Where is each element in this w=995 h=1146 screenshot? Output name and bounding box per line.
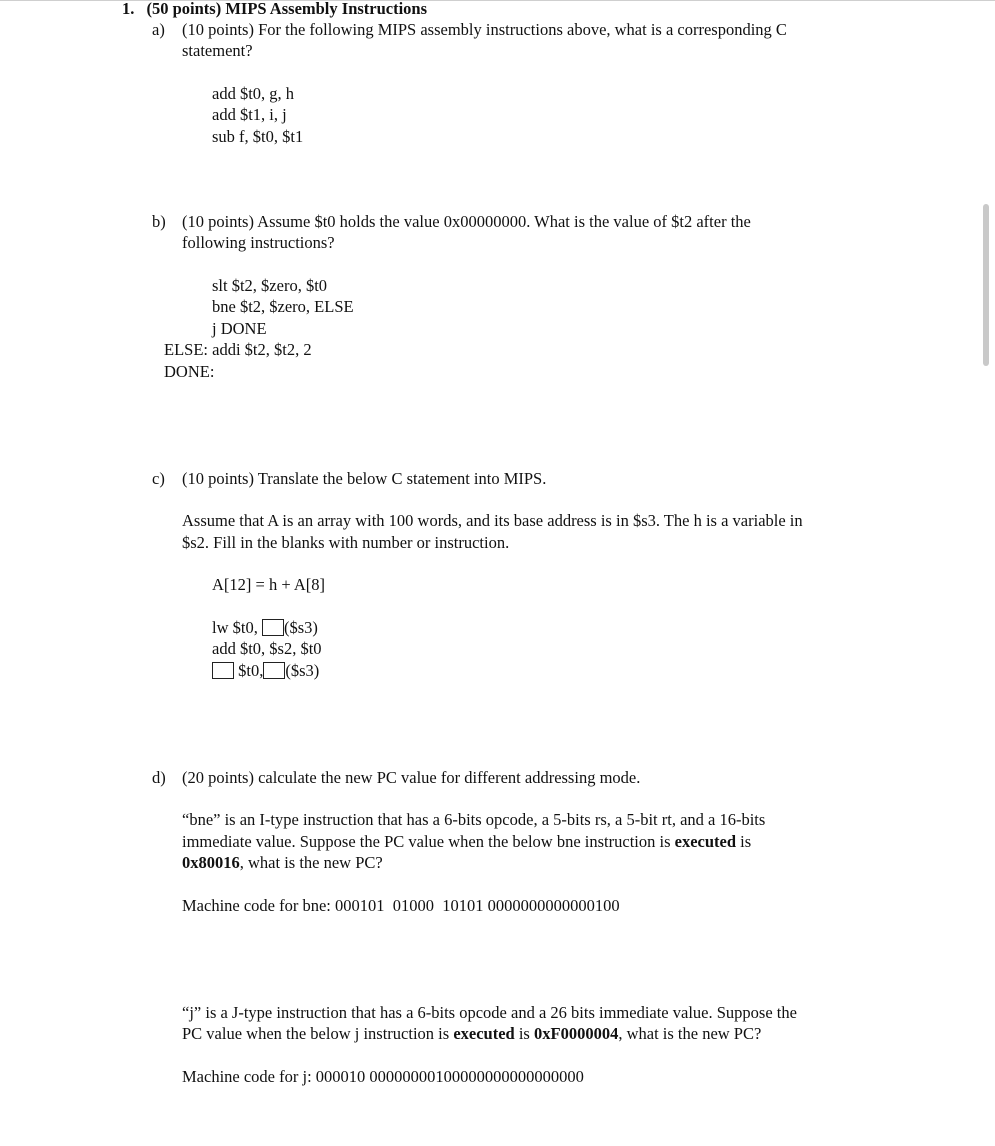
part-b-code-line: j DONE xyxy=(212,319,267,338)
bne-is-text: is xyxy=(736,832,752,851)
bne-desc-line3 xyxy=(182,852,383,873)
j-pc-value: 0xF0000004 xyxy=(533,1024,619,1043)
store-instruction-blank[interactable] xyxy=(212,662,234,679)
part-c-code-line1 xyxy=(212,617,318,638)
vertical-scrollbar[interactable] xyxy=(983,204,989,366)
question-number: 1. xyxy=(122,0,135,18)
bne-executed-emphasis: executed xyxy=(674,832,737,851)
part-a-label: a) xyxy=(152,20,165,39)
part-d-text: (20 points) calculate the new PC value for different addressing mode. xyxy=(182,768,641,787)
part-c-line3-suffix: ($s3) xyxy=(285,661,320,680)
part-c-code-line3 xyxy=(212,660,319,681)
part-a-text-line2: statement? xyxy=(182,41,253,60)
sw-offset-blank[interactable] xyxy=(263,662,285,679)
part-b-else-label: ELSE: addi $t2, $t2, 2 xyxy=(164,340,312,359)
part-c-line3-mid: $t0, xyxy=(234,661,264,680)
part-c-line1-prefix: lw $t0, xyxy=(212,618,262,637)
question-title: (50 points) MIPS Assembly Instructions xyxy=(146,0,428,18)
bne-desc-line2 xyxy=(182,831,751,852)
part-c-assume-line1: Assume that A is an array with 100 words, and its base address is in $s3. The h is a variable in xyxy=(182,511,803,530)
part-c-code-line2: add $t0, $s2, $t0 xyxy=(212,639,322,658)
part-a-code-line: add $t0, g, h xyxy=(212,84,295,103)
part-c-line1-suffix: ($s3) xyxy=(283,618,318,637)
bne-desc-line1: “bne” is an I-type instruction that has a 6-bits opcode, a 5-bits rs, a 5-bit rt, and a 16-bits xyxy=(182,810,766,829)
part-c-assume-line2: $s2. Fill in the blanks with number or instruction. xyxy=(182,533,510,552)
j-desc-line2 xyxy=(182,1023,761,1044)
j-question-end: , what is the new PC? xyxy=(618,1024,762,1043)
part-c-label: c) xyxy=(152,469,165,488)
j-executed-emphasis: executed xyxy=(453,1024,515,1043)
j-machine-code: Machine code for j: 000010 00000000100000000000000000 xyxy=(182,1067,584,1086)
j-desc-text: PC value when the below j instruction is xyxy=(182,1024,454,1043)
part-b-label: b) xyxy=(152,212,166,231)
part-d-label: d) xyxy=(152,768,166,787)
bne-machine-code: Machine code for bne: 000101 01000 10101 0000000000000100 xyxy=(182,896,620,915)
part-a-code-line: sub f, $t0, $t1 xyxy=(212,127,304,146)
bne-question-end: , what is the new PC? xyxy=(239,853,383,872)
part-c-statement: A[12] = h + A[8] xyxy=(212,575,326,594)
lw-offset-blank[interactable] xyxy=(262,619,284,636)
j-desc-line1: “j” is a J-type instruction that has a 6-bits opcode and a 26 bits immediate value. Suppose the xyxy=(182,1003,797,1022)
part-b-text-line1: (10 points) Assume $t0 holds the value 0x00000000. What is the value of $t2 after the xyxy=(182,212,751,231)
part-b-code-line: bne $t2, $zero, ELSE xyxy=(212,297,354,316)
part-c-text: (10 points) Translate the below C statement into MIPS. xyxy=(182,469,547,488)
part-a-text-line1: (10 points) For the following MIPS assembly instructions above, what is a corresponding C xyxy=(182,20,787,39)
part-b-text-line2: following instructions? xyxy=(182,233,335,252)
question-heading xyxy=(122,0,427,19)
j-is-text: is xyxy=(514,1024,534,1043)
part-a-code-line: add $t1, i, j xyxy=(212,105,287,124)
part-b-done-label: DONE: xyxy=(164,362,215,381)
part-b-code-line: slt $t2, $zero, $t0 xyxy=(212,276,328,295)
bne-desc-text: immediate value. Suppose the PC value when the below bne instruction is xyxy=(182,832,675,851)
bne-pc-value: 0x80016 xyxy=(182,853,240,872)
